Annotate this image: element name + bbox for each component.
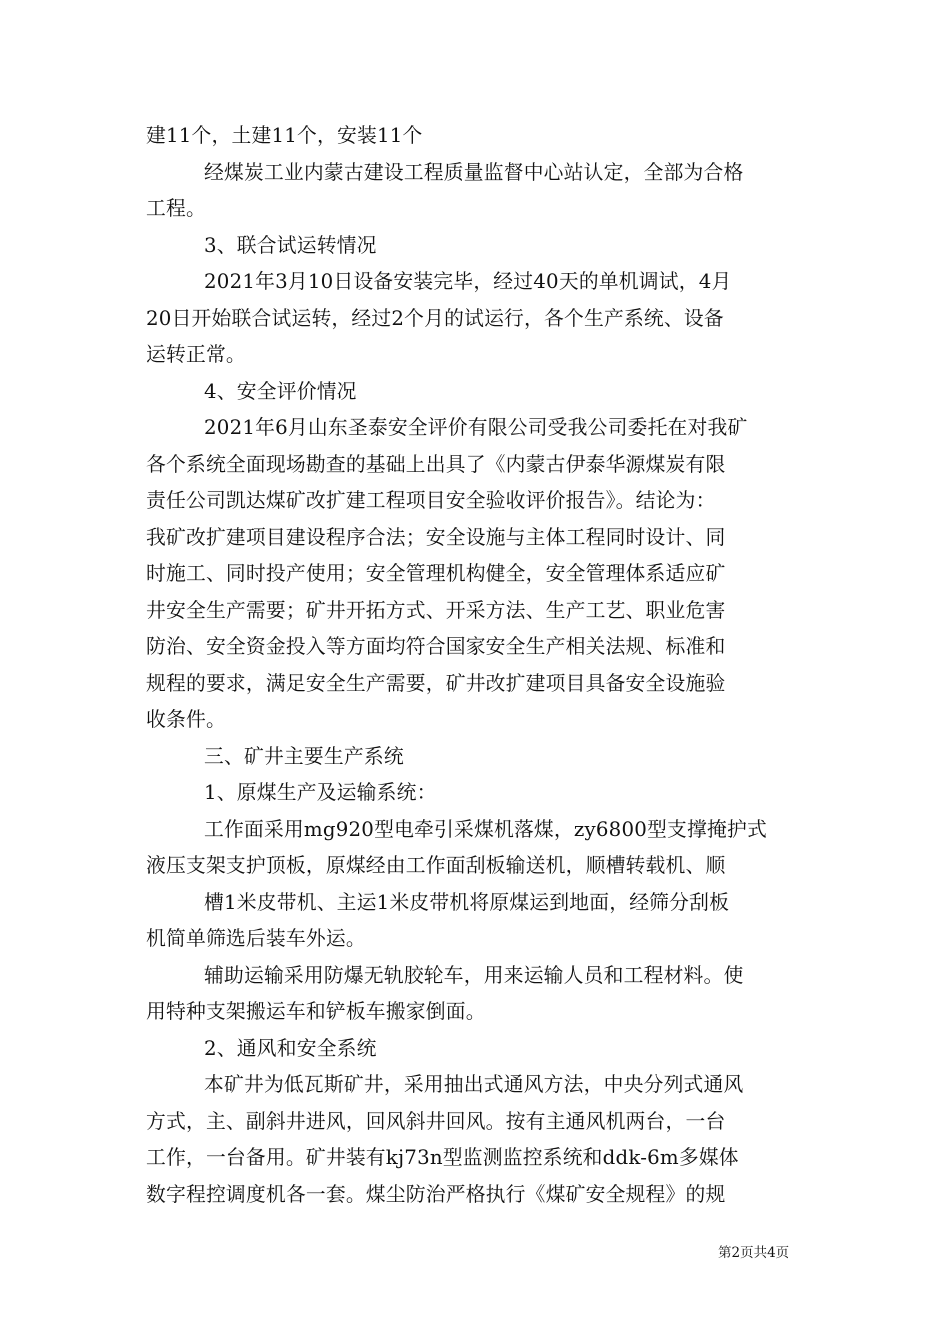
text-line: 2021年3月10日设备安装完毕，经过40天的单机调试，4月 bbox=[204, 270, 732, 293]
section-heading: 4、安全评价情况 bbox=[204, 379, 357, 403]
text-line: 方式，主、副斜井进风，回风斜井回风。按有主通风机两台，一台 bbox=[146, 1109, 726, 1133]
text-line: 时施工、同时投产使用；安全管理机构健全，安全管理体系适应矿 bbox=[146, 562, 726, 585]
section-heading: 2、通风和安全系统 bbox=[204, 1036, 377, 1060]
text-line: 槽1米皮带机、主运1米皮带机将原煤运到地面，经筛分刮板 bbox=[204, 890, 730, 914]
text-line: 液压支架支护顶板，原煤经由工作面刮板输送机，顺槽转载机、顺 bbox=[146, 854, 726, 877]
section-heading: 3、联合试运转情况 bbox=[204, 233, 377, 257]
page-number: 第2页共4页 bbox=[718, 1245, 790, 1261]
text-line: 本矿井为低瓦斯矿井，采用抽出式通风方法，中央分列式通风 bbox=[204, 1073, 744, 1096]
text-line: 数字程控调度机各一套。煤尘防治严格执行《煤矿安全规程》的规 bbox=[146, 1182, 726, 1206]
text-line: 各个系统全面现场勘查的基础上出具了《内蒙古伊泰华源煤炭有限 bbox=[146, 452, 726, 476]
text-line: 辅助运输采用防爆无轨胶轮车，用来运输人员和工程材料。使 bbox=[204, 963, 744, 987]
text-line: 收条件。 bbox=[146, 708, 226, 731]
text-line: 责任公司凯达煤矿改扩建工程项目安全验收评价报告》。结论为： bbox=[146, 489, 716, 512]
section-heading: 1、原煤生产及运输系统： bbox=[204, 781, 437, 804]
text-line: 防治、安全资金投入等方面均符合国家安全生产相关法规、标准和 bbox=[146, 635, 726, 658]
text-line: 我矿改扩建项目建设程序合法；安全设施与主体工程同时设计、同 bbox=[146, 525, 726, 549]
text-line: 工作面采用mg920型电牵引采煤机落煤，zy6800型支撑掩护式 bbox=[204, 817, 767, 841]
text-line: 规程的要求，满足安全生产需要，矿井改扩建项目具备安全设施验 bbox=[146, 671, 726, 695]
text-line: 机简单筛选后装车外运。 bbox=[146, 927, 366, 950]
document-body bbox=[146, 118, 808, 1213]
text-line: 工程。 bbox=[146, 197, 206, 220]
text-line: 经煤炭工业内蒙古建设工程质量监督中心站认定，全部为合格 bbox=[204, 160, 744, 184]
text-line: 建11个，土建11个，安装11个 bbox=[146, 124, 423, 147]
section-heading: 三、矿井主要生产系统 bbox=[204, 744, 404, 768]
text-line: 运转正常。 bbox=[146, 343, 246, 366]
text-line: 20日开始联合试运转，经过2个月的试运行，各个生产系统、设备 bbox=[146, 306, 724, 330]
text-line: 工作，一台备用。矿井装有kj73n型监测监控系统和ddk-6m多媒体 bbox=[146, 1146, 739, 1169]
text-line: 用特种支架搬运车和铲板车搬家倒面。 bbox=[146, 1000, 486, 1023]
text-line: 井安全生产需要；矿井开拓方式、开采方法、生产工艺、职业危害 bbox=[146, 598, 726, 622]
text-line: 2021年6月山东圣泰安全评价有限公司受我公司委托在对我矿 bbox=[204, 416, 748, 439]
